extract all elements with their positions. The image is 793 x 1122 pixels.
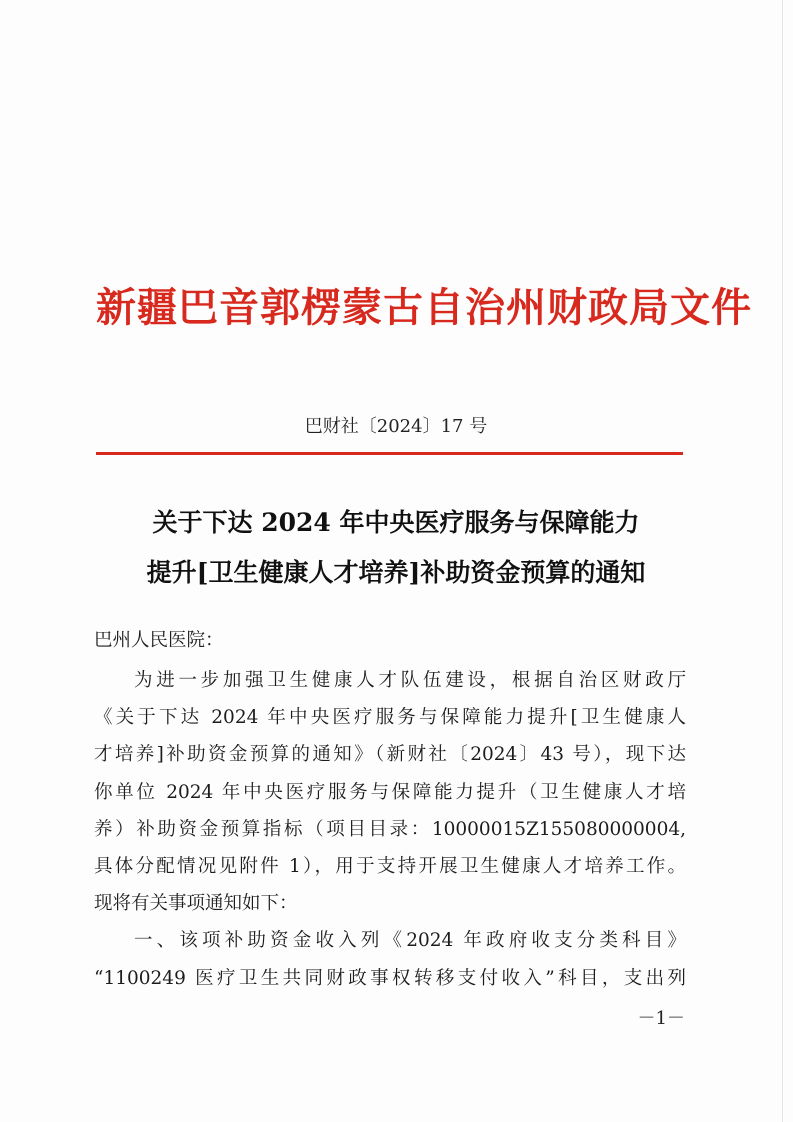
document-number: 巴财社〔2024〕17 号 (304, 416, 488, 437)
issuer-header: 新疆巴音郭楞蒙古自治州财政局文件 (96, 284, 752, 331)
body-line: 具体分配情况见附件 1），用于支持开展卫生健康人才培养工作。 (94, 856, 686, 877)
red-divider (96, 452, 683, 455)
document-title-line-2: 提升[卫生健康人才培养]补助资金预算的通知 (146, 558, 646, 587)
document-title-line-1: 关于下达 2024 年中央医疗服务与保障能力 (152, 508, 640, 537)
page-edge (782, 0, 783, 1122)
body-line: 养）补助资金预算指标（项目目录：10000015Z155080000004, (94, 819, 686, 840)
addressee: 巴州人民医院： (94, 630, 224, 651)
body-line: 现将有关事项通知如下： (94, 893, 298, 914)
body-line: 为进一步加强卫生健康人才队伍建设，根据自治区财政厅 (134, 670, 686, 691)
body-line: 你单位 2024 年中央医疗服务与保障能力提升（卫生健康人才培 (94, 782, 686, 803)
body-line: “1100249 医疗卫生共同财政事权转移支付收入”科目，支出列 (94, 968, 686, 989)
body-line: 才培养]补助资金预算的通知》（新财社〔2024〕43 号），现下达 (94, 744, 686, 765)
body-line: 一、该项补助资金收入列《2024 年政府收支分类科目》 (134, 930, 686, 951)
body-line: 《关于下达 2024 年中央医疗服务与保障能力提升[卫生健康人 (94, 707, 686, 728)
page-number: －1－ (637, 1008, 685, 1029)
